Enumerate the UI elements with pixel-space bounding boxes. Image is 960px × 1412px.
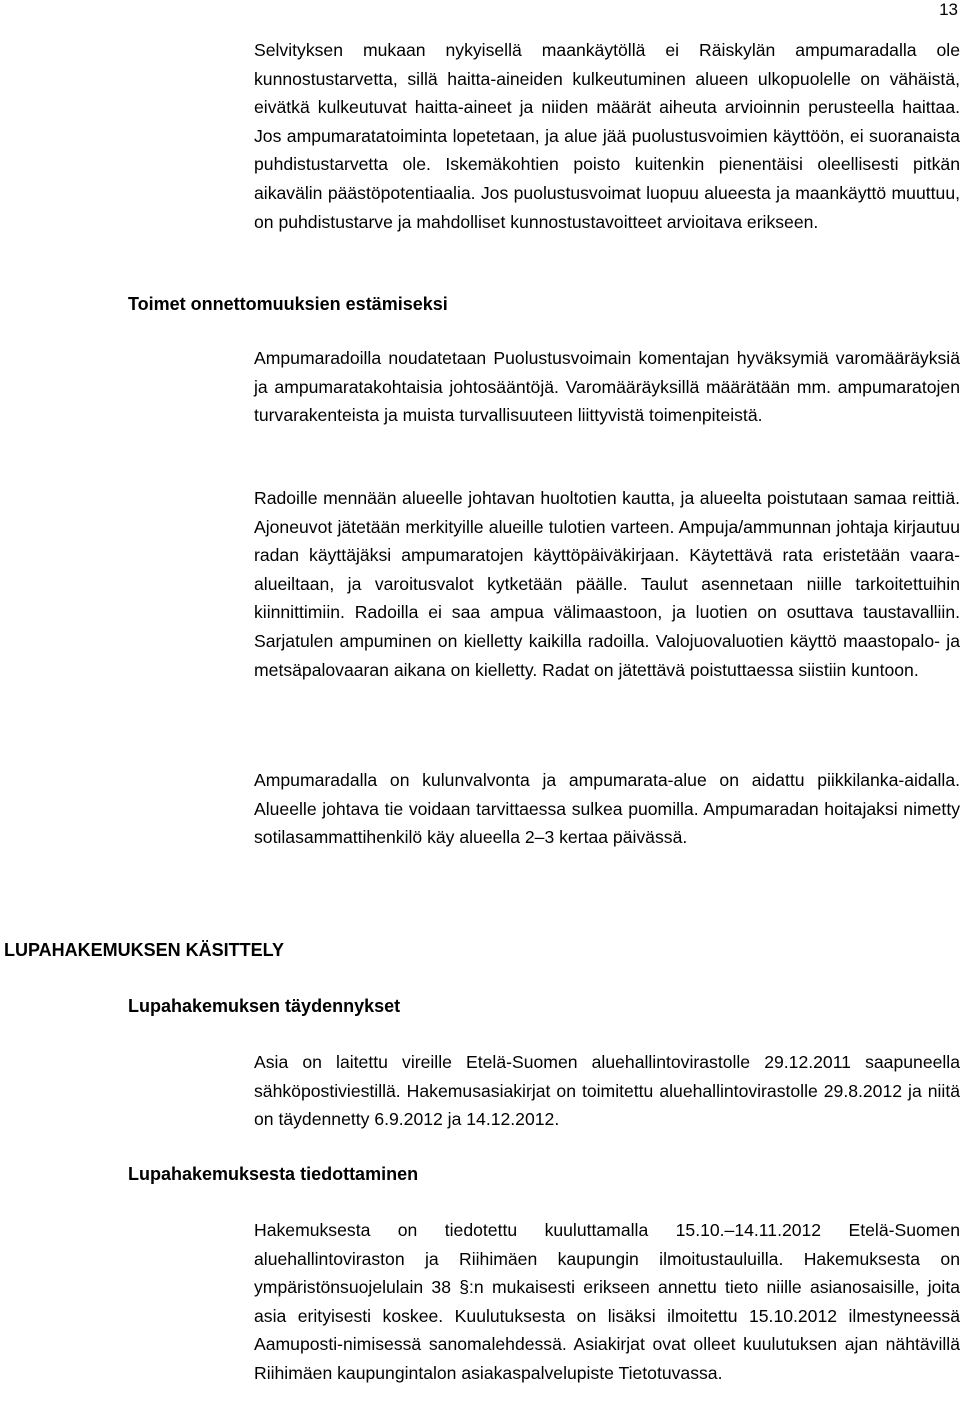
accidents-paragraph-1: Ampumaradoilla noudatetaan Puolustusvoimain komentajan hyväksymiä varomääräyksiä ja ampumaratakohtaisia johtosääntöjä. Varomääräyksillä määrätään mm. ampumaratojen turvarakenteista ja muista turvallisuuteen liittyvistä toimenpiteistä. — [254, 348, 960, 426]
accidents-paragraph-3: Ampumaradalla on kulunvalvonta ja ampumarata-alue on aidattu piikkilanka-aidalla. Alueelle johtava tie voidaan tarvittaessa sulkea puomilla. Ampumaradan hoitajaksi nimetty sotilasammattihenkilö käy alueella 2–3 kertaa päivässä. — [254, 770, 960, 848]
accidents-paragraph-2: Radoille mennään alueelle johtavan huoltotien kautta, ja alueelta poistutaan samaa reittiä. Ajoneuvot jätetään merkityille alueille tulotien varteen. Ampuja/ammunnan johtaja kirjautuu radan käyttäjäksi ampumaratojen käyttöpäiväkirjaan. Käytettävä rata eristetään vaara-alueiltaan, ja varoitusvalot kytketään päälle. Taulut asennetaan niille tarkoitettuihin kiinnittimiin. Radoilla ei saa ampua välimaastoon, ja luotien on osuttava taustavalliin. Sarjatulen ampuminen on kielletty kaikilla radoilla. Valojuovaluotien käyttö maastopalo- ja metsäpalovaaran aikana on kielletty. Radat on jätettävä poistuttaessa siistiin kuntoon. — [254, 488, 960, 680]
accidents-heading: Toimet onnettomuuksien estämiseksi — [128, 294, 448, 314]
supplements-heading: Lupahakemuksen täydennykset — [128, 996, 401, 1016]
main-section-heading: LUPAHAKEMUKSEN KÄSITTELY — [4, 940, 285, 960]
page-number: 13 — [939, 0, 958, 19]
notification-heading: Lupahakemuksesta tiedottaminen — [128, 1164, 419, 1184]
intro-paragraph: Selvityksen mukaan nykyisellä maankäytöllä ei Räiskylän ampumaradalla ole kunnostustarvetta, sillä haitta-aineiden kulkeutuminen alueen ulkopuolelle on vähäistä, eivätkä kulkeutuvat haitta-aineet ja niiden määrät aiheuta arvioinnin perusteella haittaa. Jos ampumaratatoiminta lopetetaan, ja alue jää puolustusvoimien käyttöön, ei suoranaista puhdistustarvetta ole. Iskemäkohtien poisto kuitenkin pienentäisi oleellisesti pitkän aikavälin päästöpotentiaalia. Jos puolustusvoimat luopuu alueesta ja maankäyttö muuttuu, on puhdistustarve ja mahdolliset kunnostustavoitteet arvioitava erikseen. — [254, 40, 960, 232]
notification-paragraph: Hakemuksesta on tiedotettu kuuluttamalla 15.10.–14.11.2012 Etelä-Suomen aluehallintoviraston ja Riihimäen kaupungin ilmoitustauluilla. Hakemuksesta on ympäristönsuojelulain 38 §:n mukaisesti erikseen annettu tieto niille asianosaisille, joita asia erityisesti koskee. Kuulutuksesta on lisäksi ilmoitettu 15.10.2012 ilmestyneessä Aamuposti-nimisessä sanomalehdessä. Asiakirjat ovat olleet kuulutuksen ajan nähtävillä Riihimäen kaupungintalon asiakaspalvelupiste Tietotuvassa. — [254, 1220, 960, 1383]
supplements-paragraph: Asia on laitettu vireille Etelä-Suomen aluehallintovirastolle 29.12.2011 saapuneella sähköpostiviestillä. Hakemusasiakirjat on toimitettu aluehallintovirastolle 29.8.2012 ja niitä on täydennetty 6.9.2012 ja 14.12.2012. — [254, 1052, 960, 1130]
